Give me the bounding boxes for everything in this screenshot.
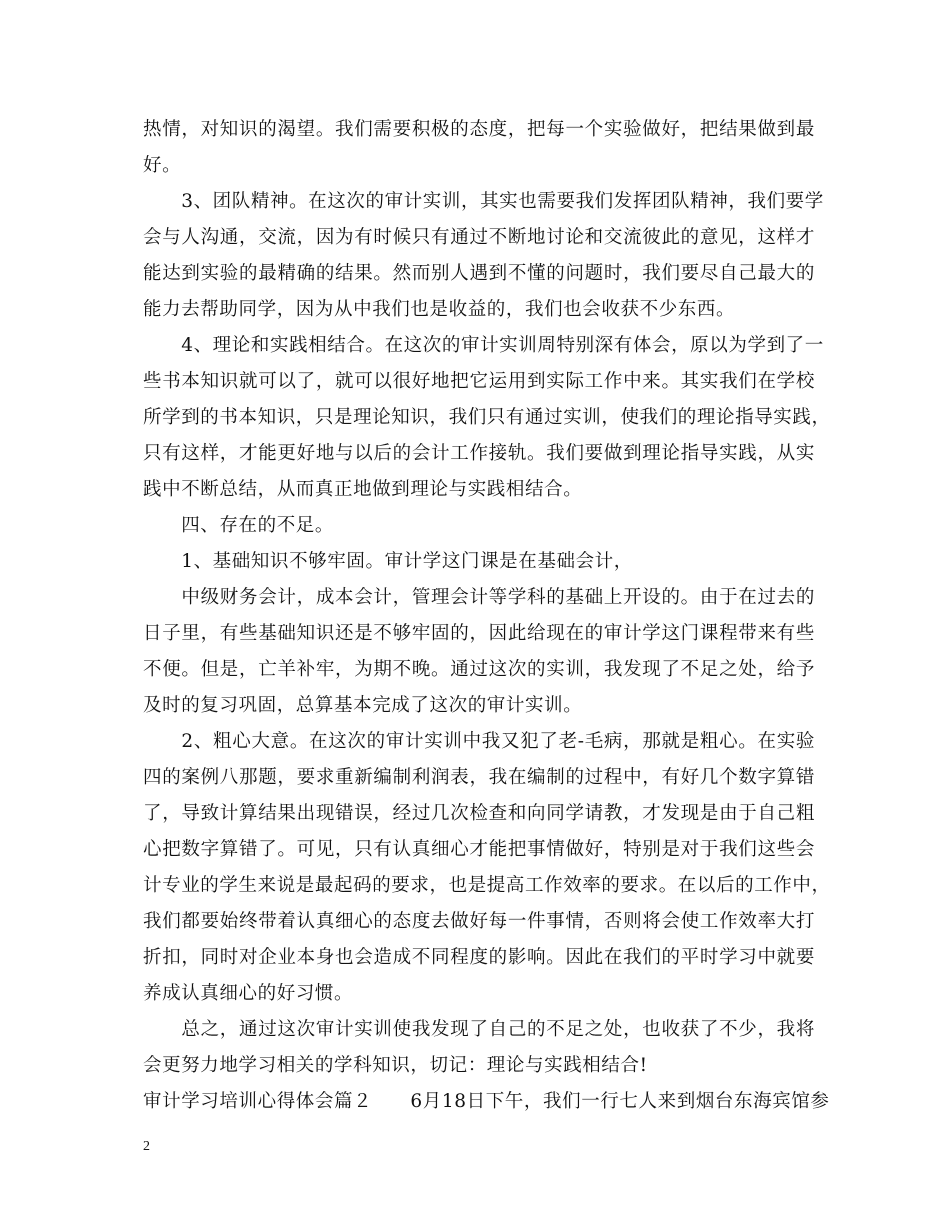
text-line: 1、基础知识不够牢固。审计学这门课是在基础会计，: [143, 551, 633, 572]
text-line: 3、团队精神。在这次的审计实训，其实也需要我们发挥团队精神，我们要学: [143, 191, 824, 212]
section-heading: 四、存在的不足。: [143, 515, 335, 536]
page-number: 2: [143, 1139, 150, 1154]
text-line: 所学到的书本知识，只是理论知识，我们只有通过实训，使我们的理论指导实践，: [143, 407, 831, 428]
text-line: 会更努力地学习相关的学科知识，切记：理论与实践相结合!: [143, 1055, 648, 1076]
text-line: 不便。但是，亡羊补牢，为期不晚。通过这次的实训，我发现了不足之处，给予: [143, 659, 815, 680]
text-line: 四的案例八那题，要求重新编制利润表，我在编制的过程中，有好几个数字算错: [143, 767, 815, 788]
text-line: 好。: [143, 155, 182, 176]
text-line: 会与人沟通，交流，因为有时候只有通过不断地讨论和交流彼此的意见，这样才: [143, 227, 815, 248]
text-line: 了，导致计算结果出现错误，经过几次检查和向同学请教，才发现是由于自己粗: [143, 803, 815, 824]
text-line: 2、粗心大意。在这次的审计实训中我又犯了老-毛病，那就是粗心。在实验: [143, 731, 815, 752]
text-line: 折扣，同时对企业本身也会造成不同程度的影响。因此在我们的平时学习中就要: [143, 947, 815, 968]
text-line: 些书本知识就可以了，就可以很好地把它运用到实际工作中来。其实我们在学校: [143, 371, 815, 392]
text-line: 及时的复习巩固，总算基本完成了这次的审计实训。: [143, 695, 583, 716]
text-line: 总之，通过这次审计实训使我发现了自己的不足之处，也收获了不少，我将: [143, 1019, 815, 1040]
text-line: 4、理论和实践相结合。在这次的审计实训周特别深有体会，原以为学到了一: [143, 335, 824, 356]
text-line: 日子里，有些基础知识还是不够牢固的，因此给现在的审计学这门课程带来有些: [143, 623, 815, 644]
text-line: 践中不断总结，从而真正地做到理论与实践相结合。: [143, 479, 583, 500]
text-line: 心把数字算错了。可见，只有认真细心才能把事情做好，特别是对于我们这些会: [143, 839, 815, 860]
text-line: 审计学习培训心得体会篇２ 6月18日下午，我们一行七人来到烟台东海宾馆参: [143, 1091, 830, 1112]
text-line: 能达到实验的最精确的结果。然而别人遇到不懂的问题时，我们要尽自己最大的: [143, 263, 815, 284]
text-line: 中级财务会计，成本会计，管理会计等学科的基础上开设的。由于在过去的: [143, 587, 815, 608]
text-line: 只有这样，才能更好地与以后的会计工作接轨。我们要做到理论指导实践，从实: [143, 443, 815, 464]
text-line: 热情，对知识的渴望。我们需要积极的态度，把每一个实验做好，把结果做到最: [143, 119, 815, 140]
text-line: 我们都要始终带着认真细心的态度去做好每一件事情，否则将会使工作效率大打: [143, 911, 815, 932]
text-line: 计专业的学生来说是最起码的要求，也是提高工作效率的要求。在以后的工作中，: [143, 875, 831, 896]
text-line: 能力去帮助同学，因为从中我们也是收益的，我们也会收获不少东西。: [143, 299, 736, 320]
text-line: 养成认真细心的好习惯。: [143, 983, 354, 1004]
